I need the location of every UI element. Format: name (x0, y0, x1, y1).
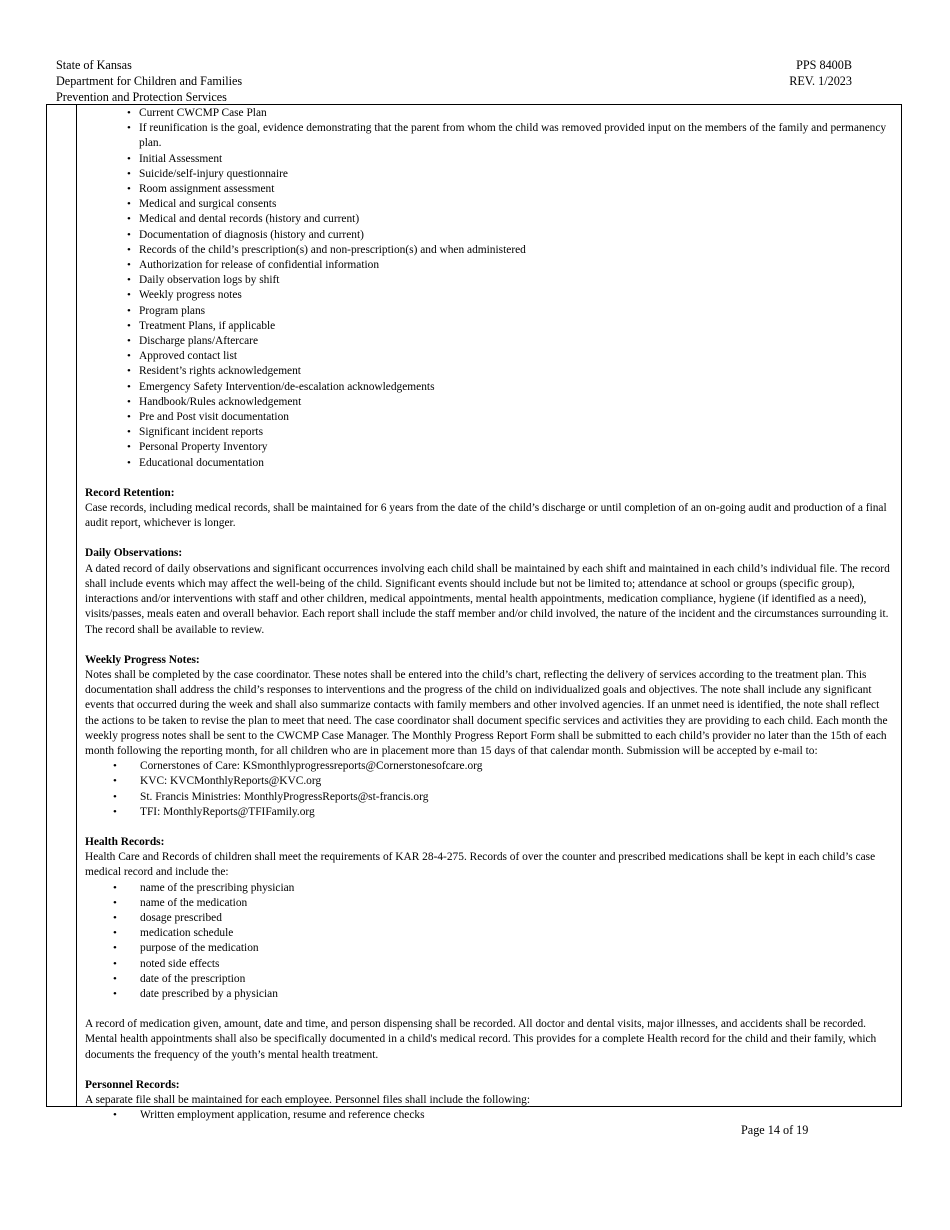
weekly-progress-heading: Weekly Progress Notes: (85, 653, 200, 666)
record-retention-heading: Record Retention: (85, 486, 175, 499)
list-item: • Program plans (85, 304, 895, 319)
daily-observations-heading: Daily Observations: (85, 547, 183, 560)
header-right (770, 57, 852, 89)
email-list (85, 759, 895, 820)
record-retention-text: Case records, including medical records, shall be maintained for 6 years from the date of the child’s discharge or until completion of an on-going audit and production of a final audit report, whichever is longer. (85, 502, 887, 530)
list-item: • Emergency Safety Intervention/de-escalation acknowledgements (85, 380, 895, 395)
health-records-text: Health Care and Records of children shall meet the requirements of KAR 28-4-275. Records of over the counter and prescribed medications shall be kept in each child’s case medical record and include the: (85, 851, 876, 879)
header-division: Prevention and Protection Services (56, 90, 227, 104)
list-item: • Medical and dental records (history and current) (85, 212, 895, 227)
personnel-file-list (85, 1108, 895, 1123)
list-item: • Suicide/self-injury questionnaire (85, 167, 895, 182)
list-item: • Room assignment assessment (85, 182, 895, 197)
list-item: • Initial Assessment (85, 152, 895, 167)
list-item: • date prescribed by a physician (85, 987, 895, 1002)
list-item: • Pre and Post visit documentation (85, 410, 895, 425)
list-item: • Resident’s rights acknowledgement (85, 364, 895, 379)
list-item: • Current CWCMP Case Plan (85, 106, 895, 121)
list-item: • If reunification is the goal, evidence demonstrating that the parent from whom the child was removed provided input on the members of the family and permanency plan. (85, 121, 895, 151)
list-item: • Educational documentation (85, 456, 895, 471)
medication-record-list (85, 881, 895, 1003)
weekly-progress-section (85, 653, 895, 820)
list-item: • medication schedule (85, 926, 895, 941)
list-item: • Daily observation logs by shift (85, 273, 895, 288)
list-item: • Handbook/Rules acknowledgement (85, 395, 895, 410)
header-revision: REV. 1/2023 (789, 74, 852, 88)
health-records-section (85, 835, 895, 1063)
record-retention-section (85, 486, 895, 532)
list-item: • Written employment application, resume and reference checks (85, 1108, 895, 1123)
header-left (56, 57, 242, 105)
personnel-records-text: A separate file shall be maintained for each employee. Personnel files shall include the following: (85, 1093, 531, 1106)
list-item: • purpose of the medication (85, 941, 895, 956)
list-item: • name of the prescribing physician (85, 881, 895, 896)
page-number: Page 14 of 19 (741, 1123, 809, 1137)
list-item: • TFI: MonthlyReports@TFIFamily.org (85, 805, 895, 820)
list-item: • Treatment Plans, if applicable (85, 319, 895, 334)
list-item: • date of the prescription (85, 972, 895, 987)
list-item: • Authorization for release of confidential information (85, 258, 895, 273)
list-item: • name of the medication (85, 896, 895, 911)
health-records-text-2: A record of medication given, amount, date and time, and person dispensing shall be recorded. All doctor and dental visits, major illnesses, and accidents shall be recorded. Mental health appointments shall also be specifically documented in a child's medical record. This provides for a complete Health record for the child and their family, which documents the frequency of the youth’s mental health treatment. (85, 1018, 877, 1061)
frame-column-divider (76, 104, 77, 1107)
header-form-number: PPS 8400B (796, 58, 852, 72)
list-item: • KVC: KVCMonthlyReports@KVC.org (85, 774, 895, 789)
list-item: • Weekly progress notes (85, 288, 895, 303)
list-item: • Approved contact list (85, 349, 895, 364)
list-item: • Cornerstones of Care: KSmonthlyprogressreports@Cornerstonesofcare.org (85, 759, 895, 774)
personnel-records-heading: Personnel Records: (85, 1078, 180, 1091)
document-body (85, 106, 895, 1123)
daily-observations-section (85, 546, 895, 637)
header-state: State of Kansas (56, 58, 132, 72)
weekly-progress-text: Notes shall be completed by the case coordinator. These notes shall be entered into the child’s chart, reflecting the delivery of services according to the treatment plan. This documentation shall address the child’s responses to interventions and the progress of the child on individualized goals and objectives. The note shall include any significant events that occurred during the week and shall also summarize contacts with family members and other involved agencies. If an unmet need is identified, the note shall reflect the actions to be taken to revise the plan to meet that need. The case coordinator shall document specific services and activities they are providing to each child. Each month the weekly progress notes shall be sent to the CWCMP Case Manager. The Monthly Progress Report Form shall be submitted to each child’s provider no later than the 15th of each month following the reporting month, for all children who are in placement more than 15 days of that calendar month. Submission will be accepted by e-mail to: (85, 668, 888, 757)
list-item: • Significant incident reports (85, 425, 895, 440)
list-item: • Records of the child’s prescription(s) and non-prescription(s) and when administered (85, 243, 895, 258)
list-item: • dosage prescribed (85, 911, 895, 926)
list-item: • Documentation of diagnosis (history and current) (85, 228, 895, 243)
list-item: • Medical and surgical consents (85, 197, 895, 212)
list-item: • Personal Property Inventory (85, 440, 895, 455)
list-item: • Discharge plans/Aftercare (85, 334, 895, 349)
health-records-heading: Health Records: (85, 835, 165, 848)
daily-observations-text: A dated record of daily observations and significant occurrences involving each child shall be maintained by each shift and maintained in each child’s individual file. The record shall include events which may affect the well-being of the child. Significant events should include but not be limited to; attendance at school or groups (specific group), interactions and/or interventions with staff and other children, medical appointments, mental health appointments, medication compliance, hygiene (if identified as a need), visits/passes, meals eaten and overall behavior. Each report shall include the staff member and/or child involved, the nature of the incident and the circumstances surrounding it. The record shall be available to review. (85, 562, 890, 636)
list-item: • St. Francis Ministries: MonthlyProgressReports@st-francis.org (85, 790, 895, 805)
list-item: • noted side effects (85, 957, 895, 972)
personnel-records-section (85, 1078, 895, 1124)
case-file-list (85, 106, 895, 471)
header-department: Department for Children and Families (56, 74, 243, 88)
